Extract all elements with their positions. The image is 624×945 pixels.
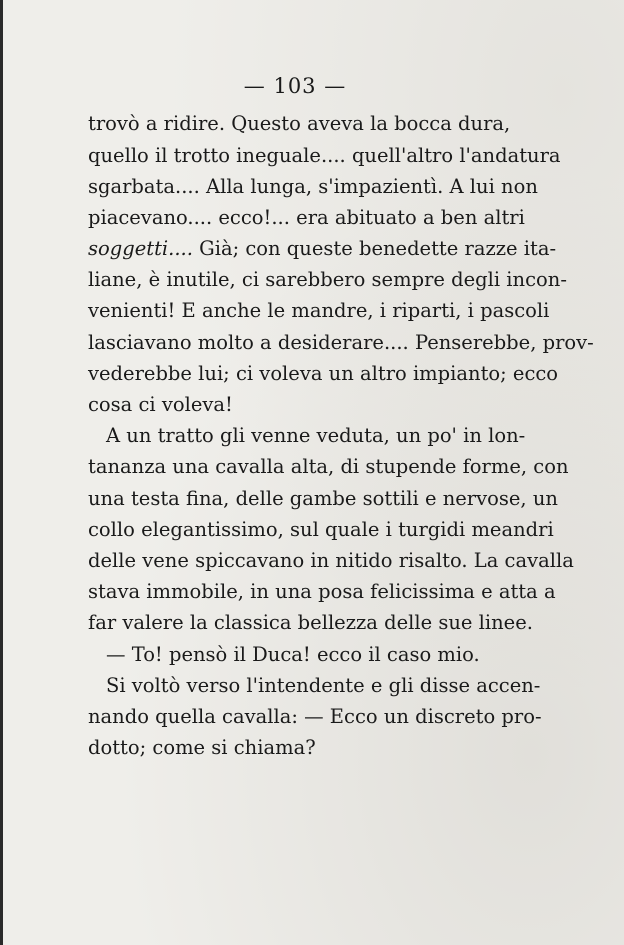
text-line — [88, 235, 557, 263]
text-line: vederebbe lui; ci voleva un altro impianto; ecco — [88, 362, 559, 385]
text-line: nando quella cavalla: — Ecco un discreto pro- — [88, 705, 542, 728]
text-line: delle vene spiccavano in nitido risalto. La cavalla — [88, 549, 574, 572]
text-line: stava immobile, in una posa felicissima e atta a — [88, 580, 556, 603]
text-line: cosa ci voleva! — [88, 393, 233, 416]
text-line: A un tratto gli venne veduta, un po' in lon- — [106, 424, 526, 447]
text-line: quello il trotto ineguale.... quell'altro l'andatura — [88, 144, 561, 167]
text-line: dotto; come si chiama? — [88, 736, 316, 759]
book-spine-edge — [0, 0, 3, 945]
text-line: liane, è inutile, ci sarebbero sempre degli incon- — [88, 268, 567, 291]
text-line: collo elegantissimo, sul quale i turgidi meandri — [88, 518, 554, 541]
text-line: una testa fina, delle gambe sottili e nervose, un — [88, 487, 558, 510]
text-line: piacevano.... ecco!... era abituato a ben altri — [88, 206, 525, 229]
page-number: — 103 — — [243, 74, 347, 98]
text-line: sgarbata.... Alla lunga, s'impazientì. A lui non — [88, 175, 538, 198]
italic-word: soggetti.... — [88, 237, 193, 260]
text-line: lasciavano molto a desiderare.... Penserebbe, prov- — [88, 331, 594, 354]
text-line: — To! pensò il Duca! ecco il caso mio. — [106, 643, 480, 666]
text-line: trovò a ridire. Questo aveva la bocca dura, — [88, 112, 511, 135]
text-line: far valere la classica bellezza delle sue linee. — [88, 611, 533, 634]
text-line: Si voltò verso l'intendente e gli disse accen- — [106, 674, 541, 697]
text-line-rest: Già; con queste benedette razze ita- — [192, 237, 557, 260]
text-line: venienti! E anche le mandre, i riparti, i pascoli — [88, 299, 550, 322]
text-line: tananza una cavalla alta, di stupende forme, con — [88, 455, 569, 478]
